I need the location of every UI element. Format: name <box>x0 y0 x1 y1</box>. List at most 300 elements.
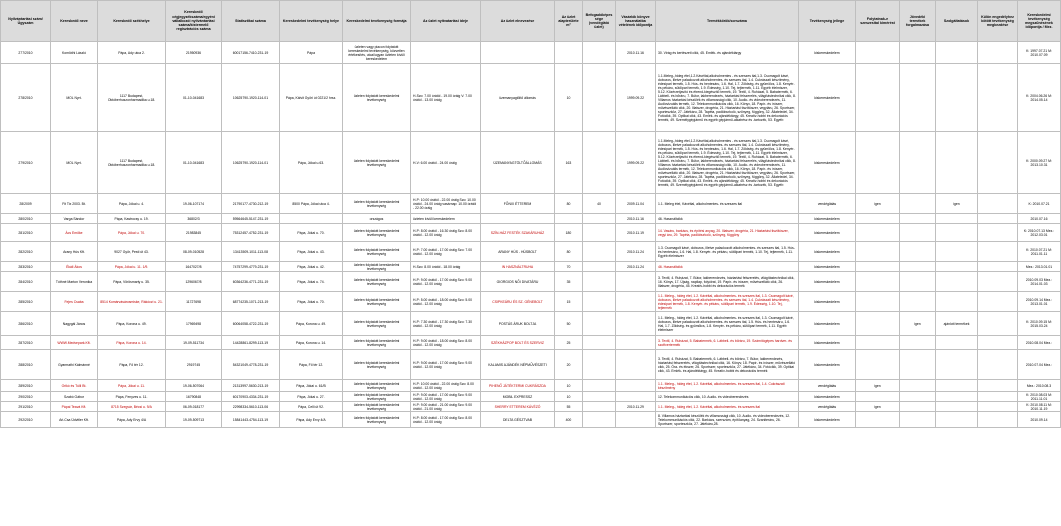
cell-number: 28/2009 <box>1 194 51 214</box>
cell-area: 10 <box>555 380 583 392</box>
cell-area <box>555 214 583 224</box>
cell-number: 292/2010 <box>1 412 51 428</box>
cell-name: Nagygál János <box>51 312 98 336</box>
table-row <box>1 224 1061 242</box>
cell-stat: 60017156-7410-231-19 <box>222 42 280 64</box>
cell-regno: 16790848 <box>166 392 222 402</box>
cell-regno: 1647027/8 <box>166 262 222 272</box>
cell-date: 2010.11.16 <box>616 214 656 224</box>
cell-number: 283/2010 <box>1 262 51 272</box>
cell-services <box>936 402 978 412</box>
table-row <box>1 292 1061 312</box>
cell-end-date: 2010.07.16 <box>1018 214 1061 224</box>
cell-place: Pápa, Celli út 92. <box>280 402 343 412</box>
cell-stat: 22998334-5610-113-06 <box>222 402 280 412</box>
cell-form: üzleten folytatott kereskedelmi tevékenység <box>343 194 411 214</box>
cell-hours: H-P: 9.00 órától - 17.00 óráig Szo: 9.00 órától - 12.00 óráig <box>411 272 481 292</box>
cell-regno: 19-09-509713 <box>166 412 222 428</box>
cell-date <box>616 350 656 380</box>
cell-number: 280/2010 <box>1 214 51 224</box>
cell-form: üzleten folytatott kereskedelmi tevékenység <box>343 132 411 194</box>
cell-hours: H-V: 6.00 órától - 24.00 óráig <box>411 132 481 194</box>
cell-services <box>936 132 978 194</box>
cell-capacity <box>583 350 616 380</box>
cell-regno: 17969498 <box>166 312 222 336</box>
cell-place: Pápa, Jókai u. 42. <box>280 262 343 272</box>
cell-shop-name: IN HASZNÁLTRUHA <box>481 262 555 272</box>
cell-excise <box>900 272 936 292</box>
cell-license <box>978 272 1018 292</box>
cell-hours: H-Szo: 7.00 órától - 19.00 óráig V: 7.00 órától - 13.00 óráig <box>411 64 481 132</box>
cell-date: 1999.09.22 <box>616 64 656 132</box>
cell-regno: 01-10-041683 <box>166 64 222 132</box>
cell-shop-name: SHERRY ETTEREM KÁVÉZÓ <box>481 402 555 412</box>
cell-alcohol <box>856 272 900 292</box>
cell-date: 2009.11.04 <box>616 194 656 214</box>
cell-stat: 10625790-1920-114-01 <box>222 132 280 194</box>
cell-place: Pápa, Kálvit Győri út 0221/2 hrsz. <box>280 64 343 132</box>
cell-regno: 2919745 <box>166 350 222 380</box>
cell-regno: 36802/3 <box>166 214 222 224</box>
cell-date <box>616 380 656 392</box>
cell-services <box>936 242 978 262</box>
cell-stat: 21790177-4730-212-19 <box>222 194 280 214</box>
cell-area: 400 <box>555 412 583 428</box>
cell-hours: H-P: 9.00 órától - 18.00 óráig Szo: 8.00 órától - 12.00 óráig <box>411 336 481 350</box>
cell-shop-name: KALAMIS AJÁNDÉK NÉPMŰVÉSZETI <box>481 350 555 380</box>
cell-name: Komlóthi László <box>51 42 98 64</box>
cell-services <box>936 412 978 428</box>
table-row <box>1 380 1061 392</box>
cell-alcohol <box>856 336 900 350</box>
cell-number: 282/2010 <box>1 242 51 262</box>
cell-regno: 08-09-010528 <box>166 242 222 262</box>
cell-regno: 19-06-507064 <box>166 380 222 392</box>
table-row <box>1 312 1061 336</box>
cell-capacity <box>583 272 616 292</box>
cell-seat: Pápa, Fenyves u. 11. <box>98 392 166 402</box>
cell-activity: kiskereskedelem <box>799 42 856 64</box>
cell-license <box>978 350 1018 380</box>
table-row <box>1 412 1061 428</box>
cell-activity: kiskereskedelem <box>799 214 856 224</box>
cell-hours: H-P: 10.00 órától - 22.00 óráig Szo: 8.00 órától - 12.00 óráig <box>411 380 481 392</box>
cell-end-date: K: 2010.07.13 Mez.: 2012.03.01 <box>1018 224 1061 242</box>
cell-stat: 60364236-4771-231-19 <box>222 272 280 292</box>
cell-area: 20 <box>555 350 583 380</box>
cell-place: Pápa, Fő tér 12. <box>280 350 343 380</box>
cell-services: igen <box>936 194 978 214</box>
cell-name: Tóthné Marton Veronika <box>51 272 98 292</box>
column-header: Az üzlet alapterülete m² <box>555 1 583 42</box>
cell-place: Pápa, Ady Ervy 4/A <box>280 412 343 428</box>
column-header: Az üzlet elnevezése <box>481 1 555 42</box>
cell-date: 2010.11.24 <box>616 262 656 272</box>
cell-products: 1.1. Meleg-, hideg étel, 1.2. Kávéital, alkoholmentes- és szeszes ital, 1.4. Cukrászati készítmény <box>656 380 799 392</box>
column-header: Termékkörök/sorszáma <box>656 1 799 42</box>
cell-activity: kiskereskedelem <box>799 350 856 380</box>
cell-regno: 19-06-107174 <box>166 194 222 214</box>
cell-excise <box>900 380 936 392</box>
cell-license <box>978 242 1018 262</box>
cell-place: Pápa, Jókai u. 70. <box>280 292 343 312</box>
cell-number: 288/2010 <box>1 350 51 380</box>
cell-shop-name: POSTÁS ÁRUK BOLTJA <box>481 312 555 336</box>
cell-excise: igen <box>900 312 936 336</box>
cell-hours: H-P: 7.30 órától - 17.30 óráig Szo: 7.30 órától - 12.00 óráig <box>411 312 481 336</box>
cell-form: üzleten folytatott kereskedelmi tevékenység <box>343 392 411 402</box>
cell-activity: kiskereskedelem <box>799 242 856 262</box>
cell-excise <box>900 412 936 428</box>
cell-stat: 13413509-1011-113-08 <box>222 242 280 262</box>
cell-name: Ari-Csa Üdvitler Kft. <box>51 412 98 428</box>
cell-shop-name: FŐNIX ÉTTEREM <box>481 194 555 214</box>
cell-excise <box>900 402 936 412</box>
cell-area: 80 <box>555 242 583 262</box>
cell-capacity <box>583 132 616 194</box>
cell-capacity <box>583 262 616 272</box>
cell-products: 30. Virág és kertészeti cikk, 45. Emlék- és ajándéktárgy <box>656 42 799 64</box>
cell-regno: 11727698 <box>166 292 222 312</box>
cell-services: ajánlott termékek <box>936 312 978 336</box>
table-row <box>1 392 1061 402</box>
cell-date: 2010.11.16 <box>616 42 656 64</box>
cell-number: 291/2010 <box>1 402 51 412</box>
column-header: Statisztikai száma <box>222 1 280 42</box>
cell-alcohol: igen <box>856 194 900 214</box>
header-row <box>1 1 1061 42</box>
cell-place: Pápa, Jókai u.63. <box>280 132 343 194</box>
cell-products: 8. Villamos háztartási készülék és villamossági cikk, 10. Audio- és videoberendezés, 12. Telekommunikációs cikk, 22. Barkács, szerszám, építőanyag, 24. Szaniteráru, 26. Sportszer, sporteszköz, 27. Játékáru,28. <box>656 412 799 428</box>
cell-activity: kiskereskedelem <box>799 312 856 336</box>
cell-regno: 01-10-041683 <box>166 132 222 194</box>
cell-activity: kiskereskedelem <box>799 412 856 428</box>
cell-number: 285/2010 <box>1 292 51 312</box>
cell-seat: Pápa, Korona u. 14. <box>98 336 166 350</box>
cell-place <box>280 214 343 224</box>
cell-place: Pápa, Jókai u. 43. <box>280 242 343 262</box>
column-header: Nyilvántartási szám/ Ügyszám <box>1 1 51 42</box>
cell-license <box>978 42 1018 64</box>
cell-excise <box>900 42 936 64</box>
cell-capacity <box>583 214 616 224</box>
cell-date: 1999.09.22 <box>616 132 656 194</box>
cell-date <box>616 392 656 402</box>
cell-place: Pápa, Jókai u. 74. <box>280 272 343 292</box>
cell-area: 25 <box>555 336 583 350</box>
cell-activity: kiskereskedelem <box>799 292 856 312</box>
cell-license <box>978 132 1018 194</box>
cell-regno: 21950936 <box>166 42 222 64</box>
cell-shop-name: ARANY HÚS - HÚSBOLT <box>481 242 555 262</box>
cell-place: Pápa, Korona u. 14. <box>280 336 343 350</box>
cell-products: 1.3. Csomagolt kávé, dobozos, illetve palackozott alkoholmentes- és szeszes ital, 1.5. Hús- és hentesáru, 1.6. Hal, 1.8. Kenyér- és pékáru, sütőipari termék, 1.10. Tej, tejtermék, 1.11. Egyéb élelmiszer <box>656 242 799 262</box>
cell-alcohol: igen <box>856 380 900 392</box>
cell-alcohol <box>856 312 900 336</box>
cell-area: 55 <box>555 402 583 412</box>
cell-seat: 1117 Budapest, Októberhuszonharmadika u.18. <box>98 64 166 132</box>
cell-number: 281/2010 <box>1 224 51 242</box>
cell-number: 289/2010 <box>1 380 51 392</box>
cell-place: Pápa, Jókai u. 61/B <box>280 380 343 392</box>
cell-number: 278/2010 <box>1 64 51 132</box>
cell-activity: kiskereskedelem <box>799 392 856 402</box>
cell-number: 287/2010 <box>1 336 51 350</box>
column-header: Kereskedő neve <box>51 1 98 42</box>
cell-end-date: K: 2010.07.21 M: 2011.01.11 <box>1018 242 1061 262</box>
cell-form: üzleten folytatott kereskedelmi tevékenység <box>343 402 411 412</box>
cell-excise <box>900 262 936 272</box>
cell-products: 46. Használtcikk <box>656 262 799 272</box>
cell-capacity <box>583 242 616 262</box>
cell-products: 1.1. Meleg-, hideg étel, 1.2. Kávéital, alkoholmentes- és szeszes ital <box>656 402 799 412</box>
cell-products: 3. Textil, 4. Ruházat, 7. Bútor, lakberendezés, háztartási felszerelés, világítástechnikai cikk, 16. Könyv, 17. Újság, napilap, folyóirat, 19. Papír- és írószer, művészellátó cikk, 26. Illatszer, drogéria, 45. Kreatív-hobbi és dekorációs termék <box>656 272 799 292</box>
cell-alcohol <box>856 224 900 242</box>
cell-capacity <box>583 336 616 350</box>
cell-end-date: K: 2010.08.11 M: 2010.11.19 <box>1018 402 1061 412</box>
column-header: Folytatnak-e szeszesital kimérést <box>856 1 900 42</box>
cell-products: 1.1. Meleg étel, Kávéital, alkoholmentes- és szeszes ital <box>656 194 799 214</box>
cell-activity: kiskereskedelem <box>799 272 856 292</box>
cell-stat: 10625790-1920-114-01 <box>222 64 280 132</box>
cell-license <box>978 224 1018 242</box>
cell-activity: vendéglátás <box>799 402 856 412</box>
cell-area <box>555 42 583 64</box>
cell-seat: Pápa, Vörösmarty u. 35. <box>98 272 166 292</box>
cell-area: 15 <box>555 292 583 312</box>
cell-hours: H-P: 8.00 órától - 16.30 óráig Szo: 8.00 órától - 12.00 óráig <box>411 224 481 242</box>
cell-end-date: K: 1997.07.21 M: 2010.07.09 <box>1018 42 1061 64</box>
cell-license <box>978 402 1018 412</box>
cell-stat: 15841443-4754-113-19 <box>222 412 280 428</box>
cell-products: 14. Vasáru, barkács, és építési anyag, 20. Illatszer, drogéria, 21. Háztartási tisztítószer, vegyi áru, 29. Tapéta, padlóburkoló, szőnyeg, függöny <box>656 224 799 242</box>
cell-shop-name <box>481 42 555 64</box>
cell-seat: 8715 Szegvár, Bécsi u. 9/A <box>98 402 166 412</box>
cell-regno: 06-09-018177 <box>166 402 222 412</box>
cell-form: üzleten folytatott kereskedelmi tevékenység <box>343 64 411 132</box>
cell-capacity <box>583 412 616 428</box>
cell-shop-name: GIORGIOS NŐI DIVATÁRU <box>481 272 555 292</box>
cell-name: Varga Sándor <box>51 214 98 224</box>
cell-services <box>936 350 978 380</box>
cell-seat: Pápa, Jókai u. 11. <box>98 380 166 392</box>
cell-number: 279/2010 <box>1 132 51 194</box>
table-row <box>1 336 1061 350</box>
column-header: Befogadóképessége (vendéglátó üzlet) <box>583 1 616 42</box>
cell-stat: 21313997-5630-213-19 <box>222 380 280 392</box>
cell-license <box>978 194 1018 214</box>
cell-stat: 60170903-4334-231-19 <box>222 392 280 402</box>
cell-shop-name: SZÍN-HÁZ FESTÉK SZAKÁRUHÁZ <box>481 224 555 242</box>
cell-hours <box>411 42 481 64</box>
cell-excise <box>900 242 936 262</box>
cell-capacity <box>583 292 616 312</box>
table-row <box>1 272 1061 292</box>
column-header: Vásárlók könyve használatba vételének időpontja <box>616 1 656 42</box>
cell-hours: H-P: 10.00 órától - 22.00 óráig Szo: 10.00 órától - 24.00 óráig vasárnap: 10.00 órától - 22.00 óráig <box>411 194 481 214</box>
cell-area: 180 <box>555 224 583 242</box>
cell-stat: 60064058-4722-231-19 <box>222 312 280 336</box>
cell-services <box>936 392 978 402</box>
cell-excise <box>900 292 936 312</box>
cell-products: 1.1. Meleg-, hideg étel, 1.2. Kávéital, alkoholmentes- és szeszes ital, 1.3. Csomagolt kávé, dobozos, illetve palackozott alkoholmentes- és szeszes ital, 1.5. Hús- és hentesáru, 1.6. Hal, 1.7. Zöldség- és gyümölcs, 1.8. Kenyér- és pékáru, sütőipari termék, 1.11. Egyéb élelmiszer <box>656 312 799 336</box>
cell-name: MOL Nyrt. <box>51 132 98 194</box>
column-header: Kereskedelmi tevékenység helye <box>280 1 343 42</box>
cell-date <box>616 292 656 312</box>
cell-place: Pápa <box>280 42 343 64</box>
cell-hours: H-P: 5.00 órától - 18.00 óráig Szo: 5.00 órától - 12.00 óráig <box>411 292 481 312</box>
cell-form: üzleten folytatott kereskedelmi tevékenység <box>343 312 411 336</box>
cell-area: 163 <box>555 132 583 194</box>
cell-seat: Pápa, Ady utca 2. <box>98 42 166 64</box>
cell-services <box>936 262 978 272</box>
table-row <box>1 350 1061 380</box>
table-row <box>1 262 1061 272</box>
cell-date: 2010.11.24 <box>616 242 656 262</box>
cell-services <box>936 380 978 392</box>
cell-number: 286/2010 <box>1 312 51 336</box>
cell-regno: 19-09-511734 <box>166 336 222 350</box>
cell-activity: kiskereskedelem <box>799 64 856 132</box>
cell-regno: 21983845 <box>166 224 222 242</box>
cell-seat: 8514 Komárvásárosmiske, Rákóczi u. 21. <box>98 292 166 312</box>
cell-excise <box>900 132 936 194</box>
column-header: Kereskedelmi tevékenység formája <box>343 1 411 42</box>
cell-license <box>978 214 1018 224</box>
cell-stat: 59564645-5147-231-19 <box>222 214 280 224</box>
cell-license <box>978 412 1018 428</box>
cell-area: 10 <box>555 64 583 132</box>
cell-services <box>936 292 978 312</box>
cell-number: 290/2010 <box>1 392 51 402</box>
cell-products: 1.1.Meleg-,hideg étel,1.2.Kávéital,alkoholmentes - és szeszes ital,1.3. Csomagolt kávé, dobozos, illetve palackozott alkoholmentes- és szeszes ital, 1.4. Cukrászati készítmény, édesipari termék, 1.5. Hús- és hentesáru, 1.6. Hal, 1.7. Zöldség- és gyümölcs, 1.8. Kenyér- és pékáru, sütőipari termék, 1.9. Édesség, 1.10. Tej, tejtermék, 1.11. Egyéb élelmiszer, 5.12. Közérzetjavító és étrend-kiegészítő termék, 19. Textil, 4. Ruházat, 5. Babatermék, 6. Lábbeli- és bőráru, 7. Bútor, lakberendezés, háztartási felszerelés, világítástechnikai cikk, 8. Villamos háztartási készülék és villamossági cikk, 10. Audio- és videoberendezés, 11. Audiovizuális termék, 12. Telekommunikációs cikk, 16. Könyv, 18. Papír- és írószer, művészellátó cikk, 20. Illatszer, drogéria, 21. Háztartási tisztítószer, vegyiáru, 26. Sportszer, sporteszköz, 27. Játékáru, 28. Tapéta, padlóburkoló, szőnyeg, függöny, 32. Állateledel, 34. Fotócikk, 39. Optikai cikk, 43. Emlék- és ajándéktárgy, 45. Kreatív-hobbi és dekorációs termék, 49. Személygépjármű és egyéb gépjármű-alkatrész és -tartozék, 53. Egyéb <box>656 132 799 194</box>
cell-end-date: 2010.09.14 Mez.: 2013.01.01 <box>1018 292 1061 312</box>
cell-form: üzleten folytatott kereskedelmi tevékenység <box>343 292 411 312</box>
cell-name: Fejes Csaba <box>51 292 98 312</box>
cell-end-date: Mez.: 2013.01.01 <box>1018 262 1061 272</box>
cell-alcohol <box>856 42 900 64</box>
cell-place: 8500 Pápa, Jókai utca 4. <box>280 194 343 214</box>
cell-services <box>936 272 978 292</box>
cell-area: 80 <box>555 194 583 214</box>
cell-end-date: 2010.07.04 Mez.: <box>1018 350 1061 380</box>
column-header: Jövedéki termékek forgalmazása <box>900 1 936 42</box>
cell-alcohol <box>856 262 900 272</box>
cell-capacity <box>583 312 616 336</box>
cell-seat: Pápa, Ady Ervy 4/A <box>98 412 166 428</box>
cell-area: 35 <box>555 272 583 292</box>
cell-services <box>936 214 978 224</box>
cell-name: Arany Hús Kft. <box>51 242 98 262</box>
cell-license <box>978 292 1018 312</box>
cell-excise <box>900 214 936 224</box>
cell-end-date: 2010.09.14 <box>1018 412 1061 428</box>
cell-area: 70 <box>555 262 583 272</box>
cell-end-date: 2010.08.04 Mez.: <box>1018 336 1061 350</box>
cell-alcohol <box>856 64 900 132</box>
cell-name: Ékáli Ákos <box>51 262 98 272</box>
cell-name: Fit Tix 2003. Bt. <box>51 194 98 214</box>
cell-seat: Pápa, Jókai u. 70. <box>98 224 166 242</box>
cell-products: 3. Textil, 4. Ruházat, 5. Babatermék, 6. Lábbeli- és bőráru, 19. Számítógépes hardver- és szoftvertermék <box>656 336 799 350</box>
cell-area: 50 <box>555 312 583 336</box>
cell-shop-name <box>481 214 555 224</box>
cell-alcohol <box>856 412 900 428</box>
cell-end-date: K: 2010.09.15 M: 2015.03.24 <box>1018 312 1061 336</box>
cell-hours: H-P: 9.00 órától - 21.00 óráig Szo: 9.00 órától - 21.00 óráig <box>411 402 481 412</box>
cell-alcohol <box>856 350 900 380</box>
cell-seat: 1117 Budapest, Októberhuszonharmadika u.18. <box>98 132 166 194</box>
cell-alcohol <box>856 214 900 224</box>
cell-name: Gyarmathi Kálmánné <box>51 350 98 380</box>
cell-date <box>616 336 656 350</box>
cell-products: 12. Telekommunikációs cikk, 10. Audio- és videoberendezés <box>656 392 799 402</box>
cell-place: Pápa, Jókai u. 27. <box>280 392 343 402</box>
cell-shop-name: ÜZEMANYAGTÖLTŐÁLLOMÁS <box>481 132 555 194</box>
cell-activity: vendéglátás <box>799 380 856 392</box>
cell-stat: 75312457-4752-231-19 <box>222 224 280 242</box>
cell-products: 1.1. Meleg-, hideg étel, 1.2. Kávéital, alkoholmentes- és szeszes ital, 1.3. Csomagolt kávé, dobozos, illetve palackozott alkoholmentes- és szeszes ital, 1.4. Cukrászati készítmény, édesipari termék, 1.8. Kenyér- és pékáru, sütőipari termék, 1.9. Édesség, 1.10. Tej, tejtermék <box>656 292 799 312</box>
cell-shop-name: PIHENŐ JÁTÉKTERMI CUKRÁSZDA <box>481 380 555 392</box>
column-header: Tevékenység jellege <box>799 1 856 42</box>
cell-activity: kiskereskedelem <box>799 336 856 350</box>
cell-capacity <box>583 392 616 402</box>
cell-activity: kiskereskedelem <box>799 132 856 194</box>
cell-seat: 9027 Győr, Pesti út 43. <box>98 242 166 262</box>
cell-hours: üzleten kívüli kereskedelem <box>411 214 481 224</box>
cell-shop-name: DELTA GÉSZTVAB <box>481 412 555 428</box>
cell-form: üzleten folytatott kereskedelmi tevékenység <box>343 224 411 242</box>
cell-license <box>978 262 1018 272</box>
cell-stat: 74757299-4779-231-19 <box>222 262 280 272</box>
cell-end-date: K: 2004.06.26 M: 2014.05.14 <box>1018 64 1061 132</box>
cell-hours: H-P: 7.00 órától - 17.00 óráig Szo: 7.00 órától - 12.00 óráig <box>411 242 481 262</box>
cell-date: 2010.11.29 <box>616 402 656 412</box>
cell-shop-name: MOBIL EXPRESSZ <box>481 392 555 402</box>
cell-area: 10 <box>555 392 583 402</box>
table-row <box>1 242 1061 262</box>
cell-form: üzleten folytatott kereskedelmi tevékenység <box>343 336 411 350</box>
cell-alcohol: igen <box>856 402 900 412</box>
cell-date <box>616 272 656 292</box>
cell-stat: 14428861-8299-113-19 <box>222 336 280 350</box>
cell-excise <box>900 224 936 242</box>
cell-form: üzleten folytatott kereskedelmi tevékenység <box>343 350 411 380</box>
cell-form: üzleten folytatott kereskedelmi tevékenység <box>343 412 411 428</box>
cell-end-date: K: 2010.08.03 M: 2011.11.01 <box>1018 392 1061 402</box>
cell-end-date: K: 2000.09.27 M: 2013.10.31 <box>1018 132 1061 194</box>
column-header: Kereskedő székhelye <box>98 1 166 42</box>
cell-products: 46. Használtcikk <box>656 214 799 224</box>
cell-hours: H-Szo: 8.00 órától - 18.00 óráig <box>411 262 481 272</box>
cell-excise <box>900 64 936 132</box>
cell-license <box>978 64 1018 132</box>
cell-activity: kiskereskedelem <box>799 224 856 242</box>
cell-date <box>616 312 656 336</box>
cell-seat: Pápa, Fő tér 12. <box>98 350 166 380</box>
cell-name: MOL Nyrt. <box>51 64 98 132</box>
cell-form: üzleten folytatott kereskedelmi tevékenység <box>343 380 411 392</box>
cell-capacity <box>583 402 616 412</box>
table-row <box>1 402 1061 412</box>
cell-name: Szabó Gábor <box>51 392 98 402</box>
cell-name: Pápai Teavá Kft. <box>51 402 98 412</box>
cell-form: üzleten vagy piacon folytatott kereskedelmi tevékenység, közvetlen értékesítés, utcai/ugyan üzleten kívüli kereskedelem <box>343 42 411 64</box>
table-row <box>1 42 1061 64</box>
cell-stat: 68774235-1071-213-19 <box>222 292 280 312</box>
column-header: Külön engedélyhez kötött tevékenység megkezdése <box>978 1 1018 42</box>
cell-excise <box>900 194 936 214</box>
